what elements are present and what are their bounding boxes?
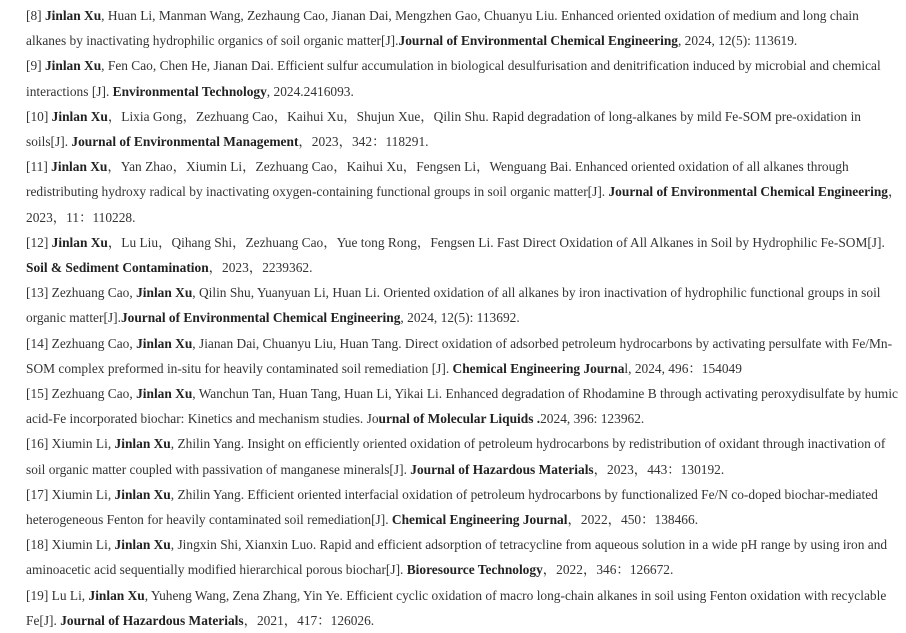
- reference-details: , 2024.2416093.: [266, 83, 354, 99]
- journal-name: Soil & Sediment Contamination: [26, 260, 209, 276]
- reference-text: , Jianan Dai, Chuanyu Liu, Huan Tang. Direct oxidation of adsorbed petroleum hydrocarbons by activating persulfate with Fe/Mn-SOM complex preformed in-situ for heavily contaminated soil remediation [J].: [26, 335, 893, 376]
- reference-text: , Wanchun Tan, Huan Tang, Huan Li, Yikai Li. Enhanced degradation of Rhodamine B through activating peroxydisulfate by humic acid-Fe incorporated biochar: Kinetics and mechanism studies. Jo: [26, 386, 898, 427]
- reference-details: , 2024, 12(5): 113692.: [400, 310, 520, 326]
- reference-text: , Huan Li, Manman Wang, Zezhaung Cao, Jianan Dai, Mengzhen Gao, Chuanyu Liu. Enhanced oriented oxidation of medium and long chain alkanes by inactivating hydrophilic organics of soil organic matter[J].: [26, 8, 859, 49]
- journal-name: Chemical Engineering Journa: [452, 360, 625, 376]
- reference-details: , 2024, 12(5): 113619.: [677, 33, 798, 49]
- reference-number: [19]: [26, 587, 52, 603]
- reference-details: ，2022，346：126672.: [542, 562, 674, 578]
- reference-number: [8]: [26, 8, 45, 23]
- highlighted-author: Jinlan Xu: [88, 587, 145, 603]
- reference-number: [15]: [26, 386, 52, 402]
- reference-details: ，2022，450：138466.: [567, 512, 699, 528]
- journal-name: urnal of Molecular Liquids .: [378, 411, 541, 427]
- highlighted-author: Jinlan Xu: [136, 386, 193, 402]
- journal-name: Journal of Hazardous Materials: [410, 461, 594, 477]
- reference-text: ，Lixia Gong，Zezhuang Cao，Kaihui Xu，Shujun Xue，Qilin Shu. Rapid degradation of long-alkanes by mild Fe-SOM pre-oxidation in soils[J].: [26, 108, 861, 150]
- reference-details: ，2023，2239362.: [208, 260, 313, 276]
- reference-number: [14]: [26, 335, 52, 351]
- highlighted-author: Jinlan Xu: [114, 436, 171, 452]
- reference-number: [11]: [26, 159, 52, 175]
- reference-number: [18]: [26, 537, 52, 553]
- reference-item: [26, 532, 902, 582]
- reference-coauthor: Xiumin Li,: [51, 436, 115, 452]
- highlighted-author: Jinlan Xu: [136, 285, 193, 301]
- reference-item: [26, 583, 902, 633]
- journal-name: Journal of Environmental Management: [71, 134, 299, 150]
- reference-text: , Zhilin Yang. Efficient oriented interfacial oxidation of petroleum hydrocarbons by functionalized Fe/N co-doped biochar-mediated heterogeneous Fenton for heavily contaminated soil remediation[J].: [26, 486, 878, 528]
- reference-item: [26, 3, 902, 53]
- journal-name: Journal of Environmental Chemical Engineering: [608, 184, 888, 200]
- reference-details: ，2021，417：126026.: [243, 612, 375, 628]
- reference-number: [12]: [26, 234, 52, 250]
- reference-number: [13]: [26, 285, 52, 301]
- reference-details: l, 2024, 496：154049: [624, 360, 742, 376]
- highlighted-author: Jinlan Xu: [114, 537, 171, 553]
- reference-coauthor: Zezhuang Cao,: [51, 386, 137, 402]
- reference-number: [17]: [26, 486, 52, 502]
- reference-coauthor: Zezhuang Cao,: [51, 285, 137, 301]
- reference-text: , Zhilin Yang. Insight on efficiently oriented oxidation of petroleum hydrocarbons by redistribution of oxidant through inactivation of soil organic matter coupled with passivation of manganese minerals[J].: [26, 436, 886, 477]
- highlighted-author: Jinlan Xu: [51, 108, 108, 124]
- highlighted-author: Jinlan Xu: [136, 335, 193, 351]
- reference-text: , Yuheng Wang, Zena Zhang, Yin Ye. Efficient cyclic oxidation of macro long-chain alkanes in soil using Fenton oxidation with recyclable Fe[J].: [26, 587, 887, 628]
- reference-item: [26, 482, 902, 532]
- reference-text: , Jingxin Shi, Xianxin Luo. Rapid and efficient adsorption of tetracycline from aqueous solution in a wide pH range by using iron and aminoacetic acid sequentially modified hierarchical porous biochar[J].: [26, 537, 888, 578]
- reference-item: [26, 104, 902, 154]
- highlighted-author: Jinlan Xu: [51, 159, 108, 175]
- reference-text: , Qilin Shu, Yuanyuan Li, Huan Li. Oriented oxidation of all alkanes by iron inactivation of hydrophilic functional groups in soil organic matter[J].: [26, 285, 881, 326]
- reference-item: [26, 53, 902, 103]
- highlighted-author: Jinlan Xu: [51, 234, 108, 250]
- highlighted-author: Jinlan Xu: [114, 486, 171, 502]
- reference-coauthor: Zezhuang Cao,: [51, 335, 137, 351]
- reference-item: [26, 154, 902, 230]
- reference-list: [26, 3, 902, 633]
- reference-text: ，Lu Liu，Qihang Shi，Zezhuang Cao，Yue tong Rong，Fengsen Li. Fast Direct Oxidation of All Alkanes in Soil by Hydrophilic Fe-SOM[J].: [107, 234, 885, 250]
- reference-item: [26, 431, 902, 481]
- journal-name: Journal of Environmental Chemical Engineering: [120, 310, 401, 326]
- reference-number: [10]: [26, 108, 52, 124]
- reference-coauthor: Xiumin Li,: [51, 486, 115, 502]
- journal-name: Bioresource Technology: [406, 562, 543, 578]
- journal-name: Chemical Engineering Journal: [391, 512, 568, 528]
- reference-text: ，Yan Zhao，Xiumin Li，Zezhuang Cao，Kaihui Xu，Fengsen Li，Wenguang Bai. Enhanced oriented oxidation of all alkanes through redistributing hydroxy radical by inactivating oxygen-containing functional groups in soil organic matter[J].: [26, 159, 849, 200]
- reference-item: [26, 230, 902, 280]
- reference-details: ，2023，342：118291.: [298, 134, 429, 150]
- reference-coauthor: Xiumin Li,: [51, 537, 115, 553]
- reference-text: , Fen Cao, Chen He, Jianan Dai. Efficient sulfur accumulation in biological desulfurisation and denitrification induced by microbial and chemical interactions [J].: [26, 58, 881, 99]
- reference-details: ，2023，11：110228.: [26, 184, 902, 225]
- reference-item: [26, 280, 902, 330]
- journal-name: Journal of Hazardous Materials: [60, 612, 244, 628]
- reference-details: 2024, 396: 123962.: [540, 411, 645, 427]
- reference-item: [26, 331, 902, 381]
- reference-number: [9]: [26, 58, 45, 74]
- journal-name: Environmental Technology: [112, 83, 267, 99]
- reference-item: [26, 381, 902, 431]
- reference-number: [16]: [26, 436, 52, 452]
- journal-name: Journal of Environmental Chemical Engineering: [398, 33, 678, 49]
- highlighted-author: Jinlan Xu: [44, 8, 102, 23]
- reference-details: ，2023，443：130192.: [593, 461, 725, 477]
- highlighted-author: Jinlan Xu: [44, 58, 102, 74]
- reference-coauthor: Lu Li,: [51, 587, 89, 603]
